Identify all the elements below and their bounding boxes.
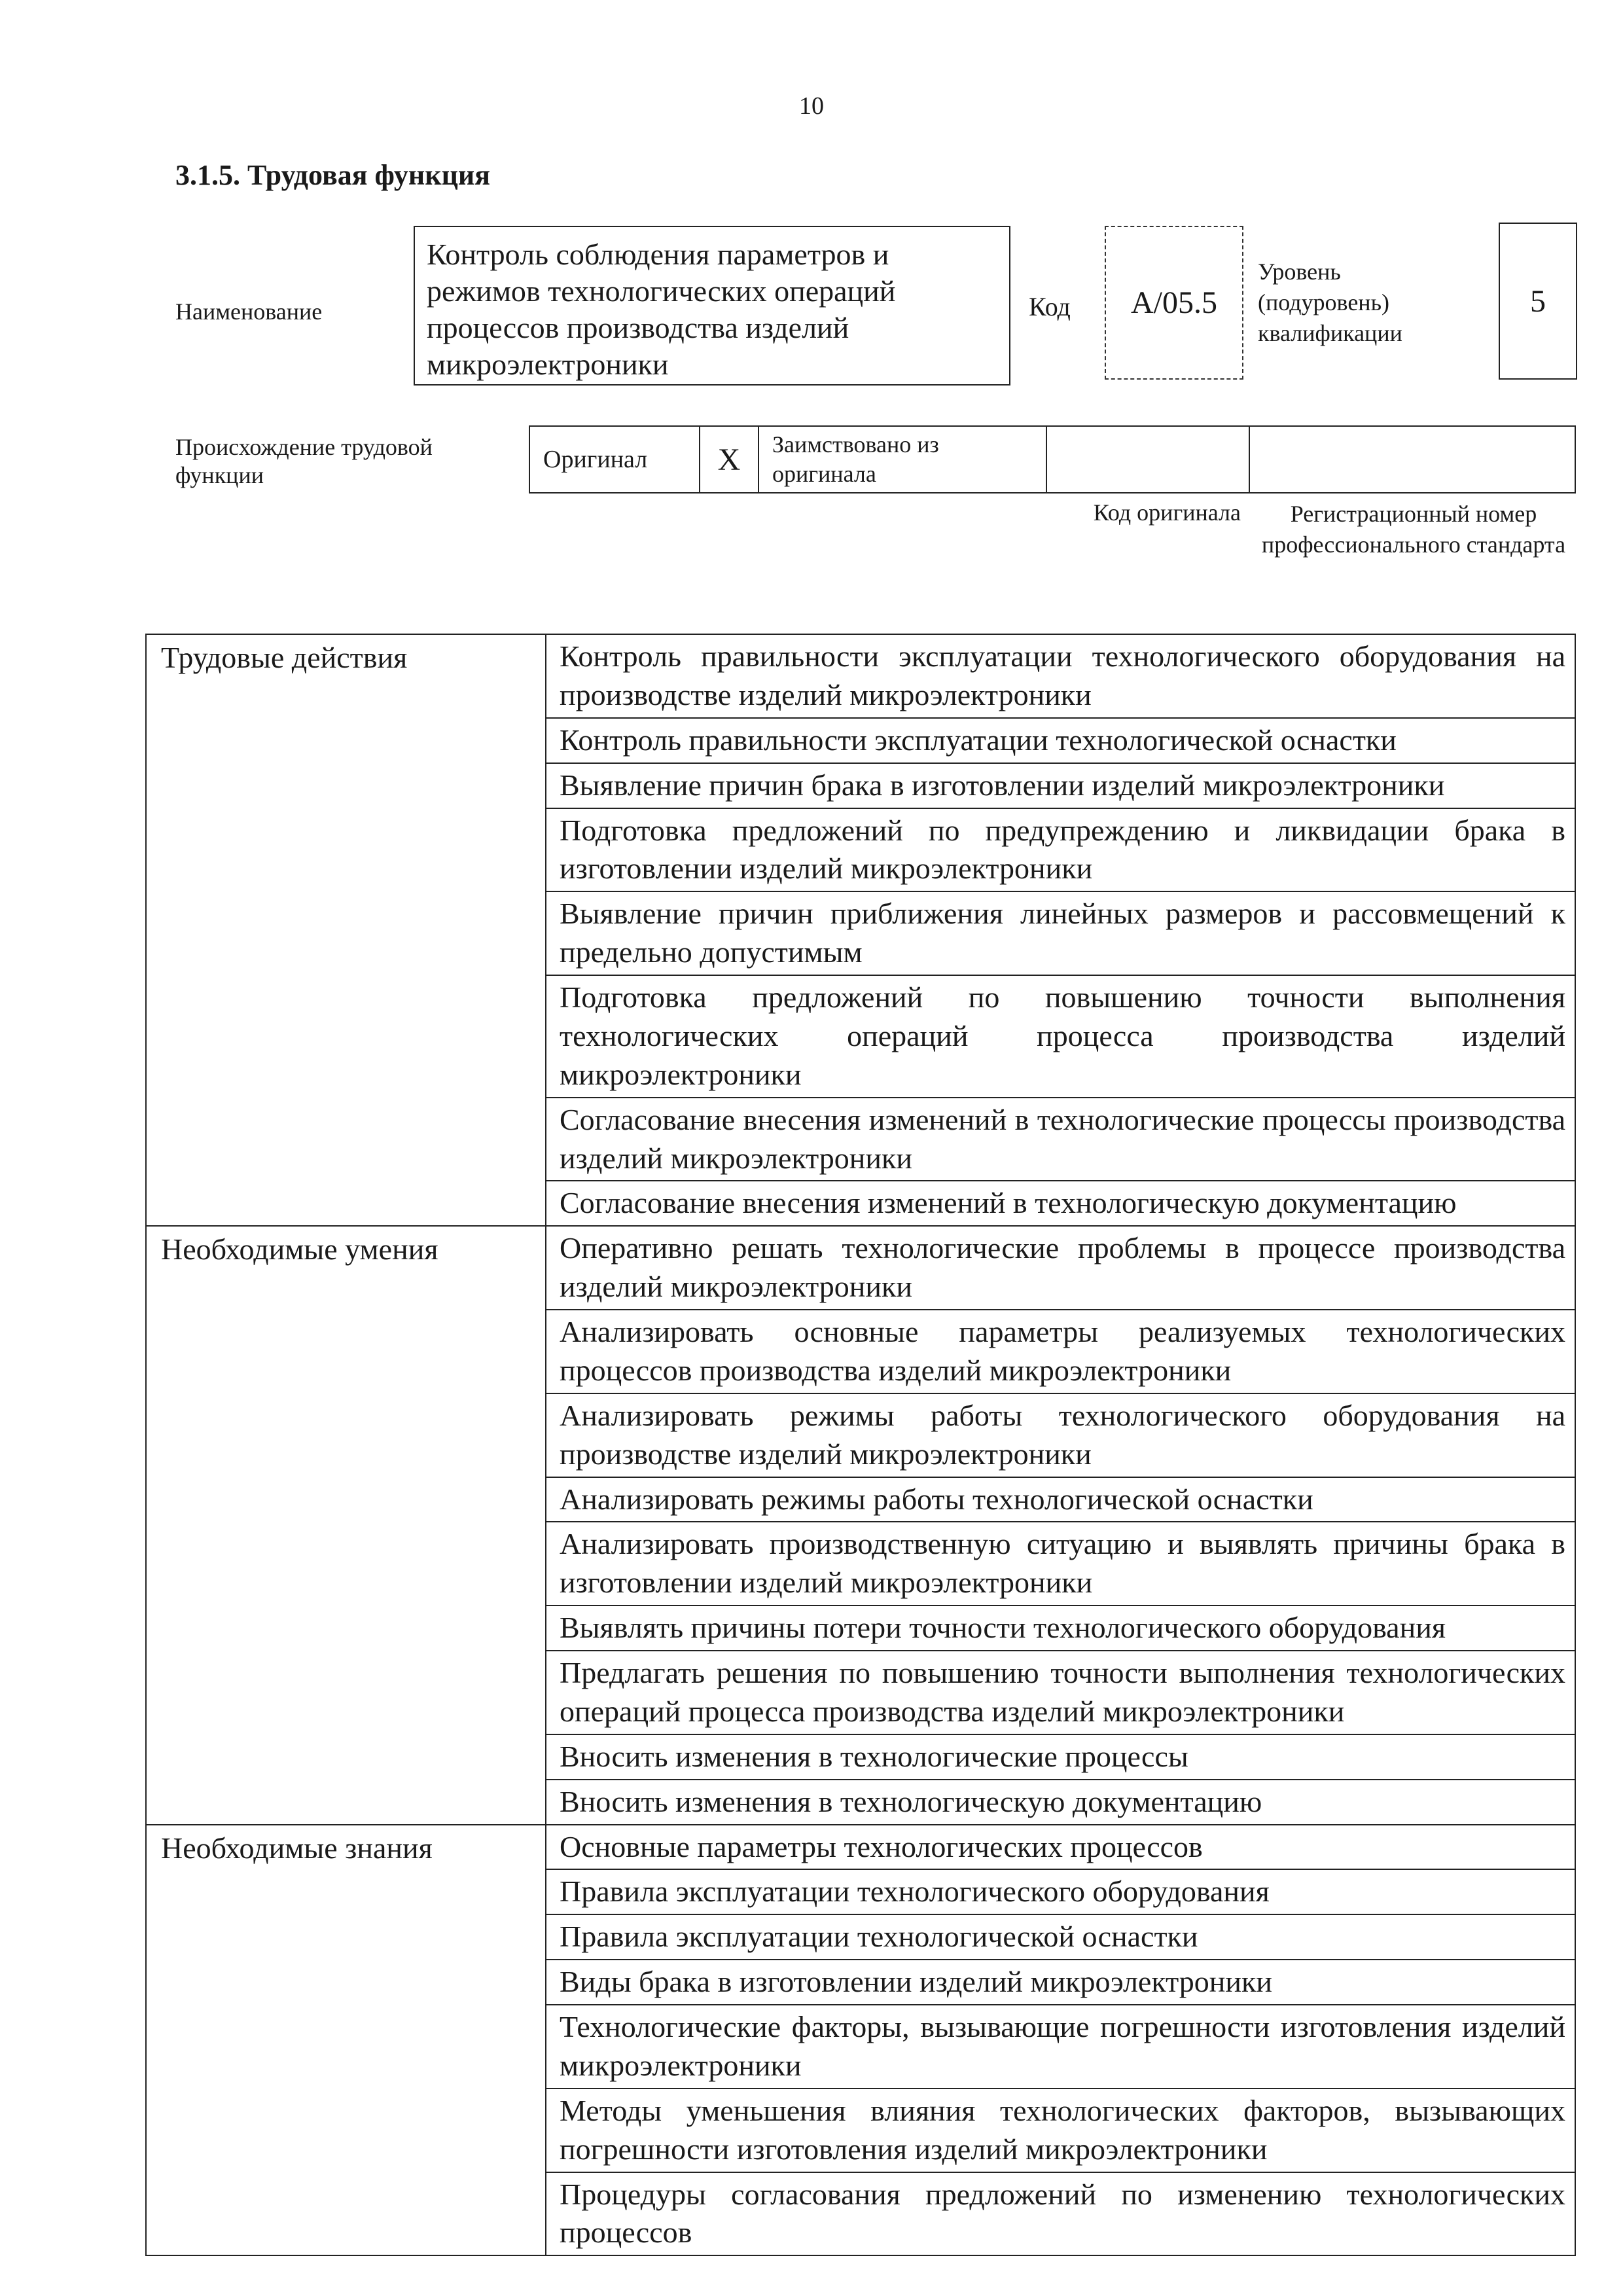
- item-cell: Выявление причин приближения линейных размеров и рассовмещений к предельно допустимым: [546, 891, 1575, 975]
- original-mark: X: [700, 427, 759, 492]
- page-number: 10: [799, 92, 824, 120]
- item-cell: Анализировать производственную ситуацию и выявлять причины брака в изготовлении изделий микроэлектроники: [546, 1522, 1575, 1605]
- item-cell: Подготовка предложений по предупреждению и ликвидации брака в изготовлении изделий микроэлектроники: [546, 808, 1575, 892]
- item-cell: Основные параметры технологических процессов: [546, 1825, 1575, 1870]
- original-cell: Оригинал: [530, 427, 700, 492]
- item-cell: Выявление причин брака в изготовлении изделий микроэлектроники: [546, 763, 1575, 808]
- category-cell: Необходимые знания: [146, 1825, 546, 2256]
- item-cell: Процедуры согласования предложений по изменению технологических процессов: [546, 2172, 1575, 2256]
- table-row: [146, 1226, 1575, 1310]
- item-cell: Анализировать основные параметры реализуемых технологических процессов производства изделий микроэлектроники: [546, 1310, 1575, 1393]
- item-cell: Оперативно решать технологические проблемы в процессе производства изделий микроэлектроники: [546, 1226, 1575, 1310]
- category-cell: Необходимые умения: [146, 1226, 546, 1824]
- borrowed-cell: Заимствовано из оригинала: [759, 427, 1047, 492]
- level-value-box: 5: [1499, 223, 1577, 380]
- table-row: [146, 1825, 1575, 1870]
- item-cell: Методы уменьшения влияния технологических факторов, вызывающих погрешности изготовления изделий микроэлектроники: [546, 2089, 1575, 2172]
- item-cell: Виды брака в изготовлении изделий микроэлектроники: [546, 1960, 1575, 2005]
- item-cell: Вносить изменения в технологические процессы: [546, 1734, 1575, 1780]
- table-row: [146, 634, 1575, 718]
- item-cell: Правила эксплуатации технологической оснастки: [546, 1914, 1575, 1960]
- origin-row: [529, 425, 1576, 493]
- name-label: Наименование: [175, 298, 323, 325]
- item-cell: Вносить изменения в технологическую документацию: [546, 1780, 1575, 1825]
- item-cell: Технологические факторы, вызывающие погрешности изготовления изделий микроэлектроники: [546, 2005, 1575, 2089]
- item-cell: Предлагать решения по повышению точности выполнения технологических операций процесса производства изделий микроэлектроники: [546, 1651, 1575, 1734]
- item-cell: Анализировать режимы работы технологической оснастки: [546, 1477, 1575, 1522]
- item-cell: Анализировать режимы работы технологического оборудования на производстве изделий микроэлектроники: [546, 1393, 1575, 1477]
- code-label: Код: [1029, 292, 1071, 321]
- level-label: Уровень (подуровень) квалификации: [1258, 259, 1402, 346]
- item-cell: Контроль правильности эксплуатации технологического оборудования на производстве изделий микроэлектроники: [546, 634, 1575, 718]
- section-title: 3.1.5. Трудовая функция: [175, 159, 491, 191]
- function-name-box: Контроль соблюдения параметров и режимов технологических операций процессов производства изделий микроэлектроники: [414, 226, 1010, 386]
- item-cell: Подготовка предложений по повышению точности выполнения технологических операций процесса производства изделий микроэлектроники: [546, 975, 1575, 1098]
- requirements-table: [145, 634, 1576, 2256]
- code-value-box: A/05.5: [1105, 226, 1243, 380]
- item-cell: Согласование внесения изменений в технологическую документацию: [546, 1181, 1575, 1226]
- code-original-caption: Код оригинала: [1093, 499, 1241, 526]
- reg-number-caption: Регистрационный номер профессионального стандарта: [1261, 501, 1566, 558]
- reg-number-cell: [1250, 427, 1575, 492]
- item-cell: Выявлять причины потери точности технологического оборудования: [546, 1605, 1575, 1651]
- item-cell: Контроль правильности эксплуатации технологической оснастки: [546, 718, 1575, 763]
- item-cell: Правила эксплуатации технологического оборудования: [546, 1869, 1575, 1914]
- category-cell: Трудовые действия: [146, 634, 546, 1226]
- origin-label: Происхождение трудовой функции: [175, 434, 433, 489]
- item-cell: Согласование внесения изменений в технологические процессы производства изделий микроэлектроники: [546, 1098, 1575, 1181]
- original-code-cell: [1047, 427, 1250, 492]
